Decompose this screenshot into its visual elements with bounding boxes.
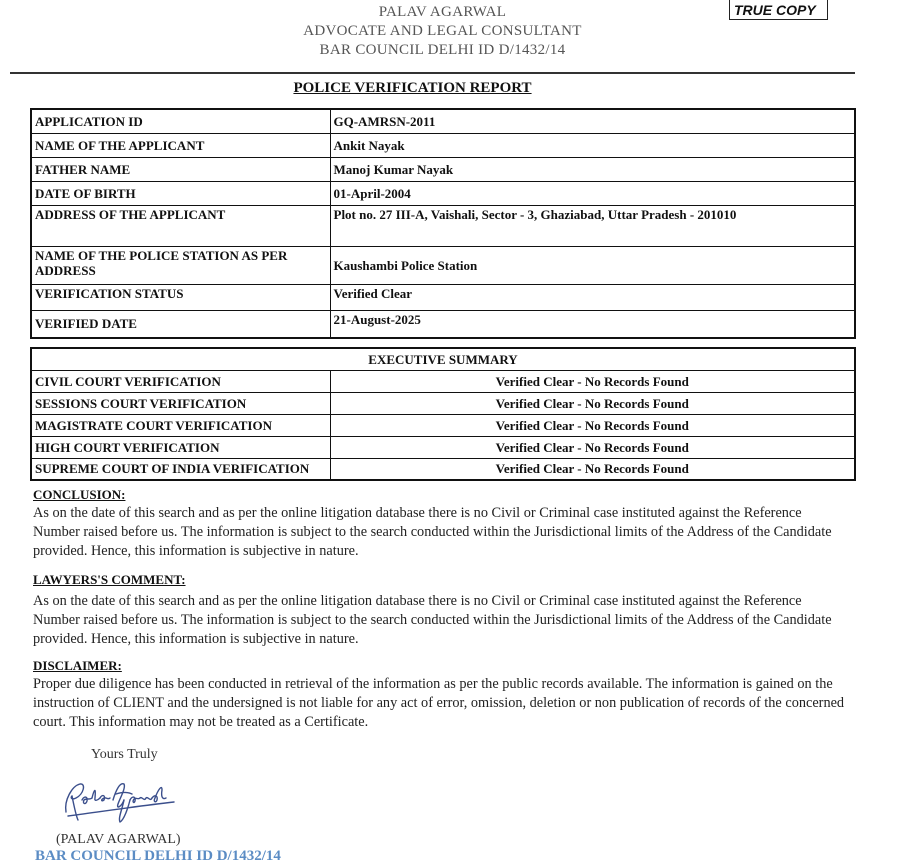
detail-value: Manoj Kumar Nayak xyxy=(330,157,855,181)
lawyers-comment-text: As on the date of this search and as per the online litigation database there is no Civil or Criminal case instituted against the Reference Number raised before us. The information is subject to the search conducted within the Jurisdictional limits of the Address of the Candidate provided. Hence, this information is subjective in nature. xyxy=(33,593,832,647)
detail-label: VERIFICATION STATUS xyxy=(31,284,330,310)
detail-label: VERIFIED DATE xyxy=(31,310,330,338)
table-row xyxy=(31,284,855,310)
detail-label: NAME OF THE POLICE STATION AS PER ADDRESS xyxy=(31,246,330,284)
detail-value: Kaushambi Police Station xyxy=(330,246,855,284)
executive-summary-title: EXECUTIVE SUMMARY xyxy=(31,348,855,370)
summary-value: Verified Clear - No Records Found xyxy=(330,370,855,392)
applicant-details-table xyxy=(30,108,856,339)
footer-bar-council-id: BAR COUNCIL DELHI ID D/1432/14 xyxy=(35,848,281,864)
table-row xyxy=(31,310,855,338)
table-row xyxy=(31,157,855,181)
detail-label: APPLICATION ID xyxy=(31,109,330,133)
table-row xyxy=(31,370,855,392)
table-row xyxy=(31,436,855,458)
conclusion-heading: CONCLUSION: xyxy=(33,487,126,502)
detail-value: Ankit Nayak xyxy=(330,133,855,157)
table-row xyxy=(31,181,855,205)
summary-value: Verified Clear - No Records Found xyxy=(330,392,855,414)
table-row xyxy=(31,458,855,480)
handwritten-signature xyxy=(58,776,183,831)
table-row xyxy=(31,392,855,414)
detail-label: DATE OF BIRTH xyxy=(31,181,330,205)
table-row xyxy=(31,133,855,157)
conclusion-text: As on the date of this search and as per the online litigation database there is no Civil or Criminal case instituted against the Reference Number raised before us. The information is subject to the search conducted within the Jurisdictional limits of the Address of the Candidate provided. Hence, this information is subjective in nature. xyxy=(33,505,832,559)
detail-value: Verified Clear xyxy=(330,284,855,310)
summary-value: Verified Clear - No Records Found xyxy=(330,414,855,436)
closing-salutation: Yours Truly xyxy=(91,747,158,762)
advocate-name: PALAV AGARWAL xyxy=(378,4,507,20)
detail-value: 01-April-2004 xyxy=(330,181,855,205)
detail-value: Plot no. 27 III-A, Vaishali, Sector - 3, Ghaziabad, Uttar Pradesh - 201010 xyxy=(330,205,855,246)
detail-label: NAME OF THE APPLICANT xyxy=(31,133,330,157)
table-header-row xyxy=(31,348,855,370)
disclaimer-heading: DISCLAIMER: xyxy=(33,658,122,673)
summary-label: CIVIL COURT VERIFICATION xyxy=(31,370,330,392)
bar-council-id: BAR COUNCIL DELHI ID D/1432/14 xyxy=(319,42,566,58)
table-row xyxy=(31,414,855,436)
disclaimer-text: Proper due diligence has been conducted in retrieval of the information as per the public records available. The information is gained on the instruction of CLIENT and the undersigned is not liable for any act of error, omission, deletion or non publication of records of the concerned court. This information may not be treated as a Certificate. xyxy=(33,676,845,730)
detail-label: ADDRESS OF THE APPLICANT xyxy=(31,205,330,246)
summary-label: HIGH COURT VERIFICATION xyxy=(31,436,330,458)
detail-label: FATHER NAME xyxy=(31,157,330,181)
lawyers-comment-heading: LAWYERS'S COMMENT: xyxy=(33,572,186,587)
summary-label: SUPREME COURT OF INDIA VERIFICATION xyxy=(31,458,330,480)
table-row xyxy=(31,246,855,284)
summary-label: SESSIONS COURT VERIFICATION xyxy=(31,392,330,414)
detail-value: GQ-AMRSN-2011 xyxy=(330,109,855,133)
signatory-name: (PALAV AGARWAL) xyxy=(56,832,181,847)
table-row xyxy=(31,109,855,133)
detail-value: 21-August-2025 xyxy=(330,310,855,338)
advocate-profession: ADVOCATE AND LEGAL CONSULTANT xyxy=(303,23,582,39)
header-divider xyxy=(10,72,855,74)
summary-label: MAGISTRATE COURT VERIFICATION xyxy=(31,414,330,436)
summary-value: Verified Clear - No Records Found xyxy=(330,458,855,480)
true-copy-stamp: TRUE COPY xyxy=(729,0,828,20)
table-row xyxy=(31,205,855,246)
summary-value: Verified Clear - No Records Found xyxy=(330,436,855,458)
report-title: POLICE VERIFICATION REPORT xyxy=(293,80,532,96)
executive-summary-table xyxy=(30,347,856,481)
